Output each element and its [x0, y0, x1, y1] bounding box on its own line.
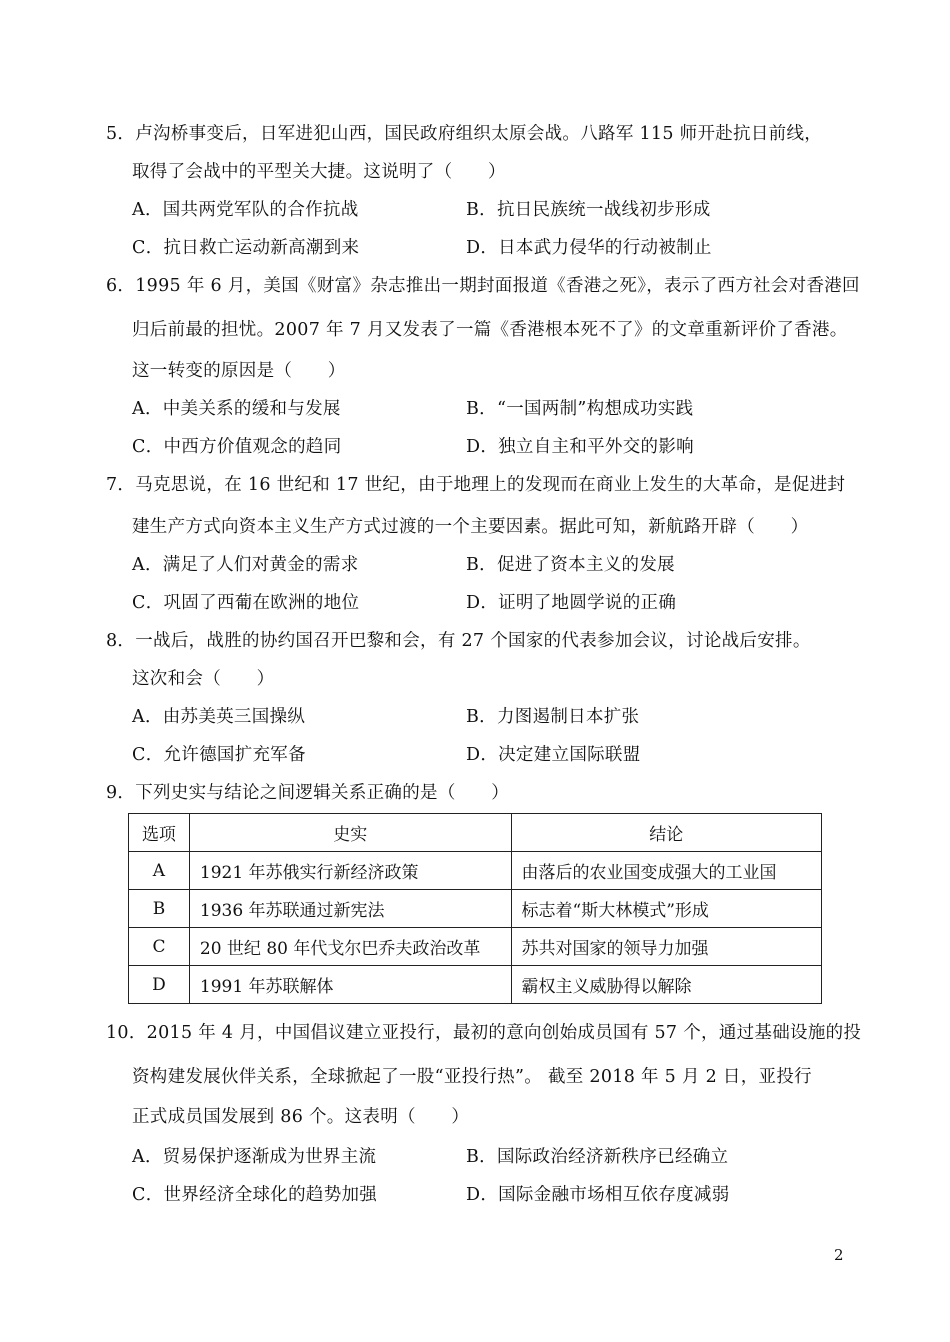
table-cell: 霸权主义威胁得以解除 — [511, 966, 821, 1004]
q8-stem-line1: 8．一战后，战胜的协约国召开巴黎和会，有 27 个国家的代表参加会议，讨论战后安排。 — [106, 631, 811, 651]
q8-stem-line2: 这次和会（ ） — [132, 669, 275, 689]
table-cell: A — [129, 852, 190, 890]
q10-option-c: C．世界经济全球化的趋势加强 — [132, 1185, 378, 1205]
q6-stem-line1: 6．1995 年 6 月，美国《财富》杂志推出一期封面报道《香港之死》，表示了西方社会对香港回 — [106, 276, 860, 296]
q6-stem-line3: 这一转变的原因是（ ） — [132, 361, 346, 381]
q5-option-d: D．日本武力侵华的行动被制止 — [466, 238, 712, 258]
table-cell: C — [129, 928, 190, 966]
table-row — [129, 890, 822, 928]
q6-option-a: A．中美关系的缓和与发展 — [132, 399, 341, 419]
q6-option-c: C．中西方价值观念的趋同 — [132, 437, 342, 457]
table-row — [129, 966, 822, 1004]
q5-stem-line2: 取得了会战中的平型关大捷。这说明了（ ） — [132, 162, 506, 182]
q7-stem-line2: 建生产方式向资本主义生产方式过渡的一个主要因素。据此可知，新航路开辟（ ） — [132, 517, 809, 537]
q10-stem-line2: 资构建发展伙伴关系，全球掀起了一股“亚投行热”。 截至 2018 年 5 月 2 日，亚投行 — [132, 1067, 812, 1087]
q9-stem: 9．下列史实与结论之间逻辑关系正确的是（ ） — [106, 783, 510, 803]
q8-option-b: B．力图遏制日本扩张 — [466, 707, 640, 727]
q6-option-b: B．“一国两制”构想成功实践 — [466, 399, 694, 419]
table-header-cell: 选项 — [129, 814, 190, 852]
table-cell: 1936 年苏联通过新宪法 — [189, 890, 511, 928]
q10-option-b: B．国际政治经济新秩序已经确立 — [466, 1147, 729, 1167]
table-header-cell: 史实 — [189, 814, 511, 852]
table-cell: B — [129, 890, 190, 928]
q10-option-a: A．贸易保护逐渐成为世界主流 — [132, 1147, 377, 1167]
q9-table — [128, 813, 822, 1004]
q6-option-d: D．独立自主和平外交的影响 — [466, 437, 694, 457]
q5-option-c: C．抗日救亡运动新高潮到来 — [132, 238, 360, 258]
table-cell: 1921 年苏俄实行新经济政策 — [189, 852, 511, 890]
q6-stem-line2: 归后前最的担忧。2007 年 7 月又发表了一篇《香港根本死不了》的文章重新评价了香港。 — [132, 320, 848, 340]
q7-option-b: B．促进了资本主义的发展 — [466, 555, 675, 575]
table-cell: 苏共对国家的领导力加强 — [511, 928, 821, 966]
q10-stem-line3: 正式成员国发展到 86 个。这表明（ ） — [132, 1107, 470, 1127]
q8-option-a: A．由苏美英三国操纵 — [132, 707, 306, 727]
table-cell: 20 世纪 80 年代戈尔巴乔夫政治改革 — [189, 928, 511, 966]
table-row — [129, 852, 822, 890]
q7-option-a: A．满足了人们对黄金的需求 — [132, 555, 359, 575]
table-header-cell: 结论 — [511, 814, 821, 852]
table-row — [129, 928, 822, 966]
page-number: 2 — [834, 1246, 844, 1264]
q5-stem-line1: 5．卢沟桥事变后，日军进犯山西，国民政府组织太原会战。八路军 115 师开赴抗日前线， — [106, 124, 823, 144]
q5-option-b: B．抗日民族统一战线初步形成 — [466, 200, 711, 220]
q8-option-d: D．决定建立国际联盟 — [466, 745, 641, 765]
table-cell: D — [129, 966, 190, 1004]
q7-option-d: D．证明了地圆学说的正确 — [466, 593, 677, 613]
q7-option-c: C．巩固了西葡在欧洲的地位 — [132, 593, 360, 613]
q10-option-d: D．国际金融市场相互依存度减弱 — [466, 1185, 730, 1205]
q8-option-c: C．允许德国扩充军备 — [132, 745, 306, 765]
table-header-row — [129, 814, 822, 852]
q5-option-a: A．国共两党军队的合作抗战 — [132, 200, 359, 220]
q7-stem-line1: 7．马克思说，在 16 世纪和 17 世纪，由于地理上的发现而在商业上发生的大革命，是促进封 — [106, 475, 846, 495]
table-cell: 标志着“斯大林模式”形成 — [511, 890, 821, 928]
table-cell: 由落后的农业国变成强大的工业国 — [511, 852, 821, 890]
q10-stem-line1: 10．2015 年 4 月，中国倡议建立亚投行，最初的意向创始成员国有 57 个，通过基础设施的投 — [106, 1023, 862, 1043]
table-cell: 1991 年苏联解体 — [189, 966, 511, 1004]
